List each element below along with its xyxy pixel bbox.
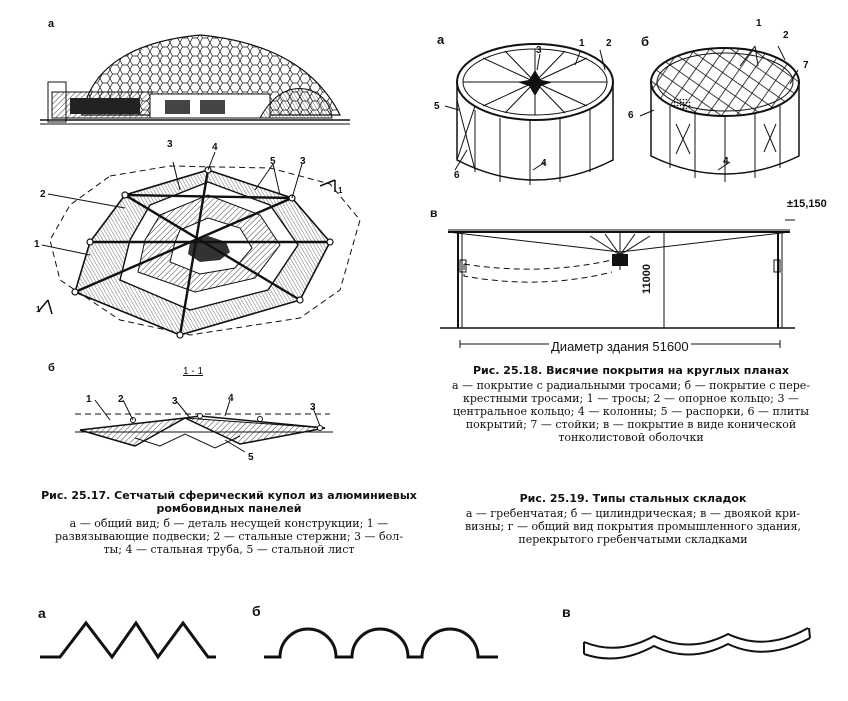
fig2517-title-line2: ромбовидных панелей [156,502,302,515]
fig2517-caption [28,489,430,556]
height-dimension: 11000 [641,264,653,294]
fig2518-label-a: а [437,32,445,47]
fig2519-body-line1: а — гребенчатая; б — цилиндрическая; в — двоякой кри- [465,507,801,520]
fig2518-title: Рис. 25.18. Висячие покрытия на круглых планах [473,364,789,377]
plan-callout-1: 1 [34,239,40,250]
fig2518-caption [426,364,836,444]
double-curvature-fold-profile [580,620,820,665]
section-mark-right: 1 [338,186,343,195]
section-callout-3b: 3 [310,402,316,413]
plan-callout-3a: 3 [167,139,173,150]
fig2518b-callout-7: 7 [803,60,809,71]
fig2517-label-a: а [48,18,55,30]
plan-callout-2: 2 [40,189,46,200]
fig2519-body-line2: визны; г — общий вид покрытия промышленного здания, [464,520,802,533]
cross-cable-roof [640,44,810,194]
fig2518-label-v: в [430,206,438,220]
section-callout-1: 1 [86,394,92,405]
conical-shell-section [440,210,800,360]
fig2517-body-line1: а — общий вид; б — деталь несущей конструкции; 1 — [69,517,389,530]
fig2518-label-b: б [641,34,650,49]
section-callout-5: 5 [248,452,254,463]
fig2518a-callout-5: 5 [434,101,440,112]
section-mark-left: 1 [36,305,41,314]
dome-general-view [40,20,360,130]
fig2518a-callout-1: 1 [579,38,585,49]
dome-plan-view [30,150,375,340]
fig2519-label-b: б [252,603,261,619]
fig2518-body-line1: а — покрытие с радиальными тросами; б — покрытие с пере- [452,379,810,392]
fig2518-body-line5: тонколистовой оболочки [558,431,704,444]
fig2517-label-b: б [48,362,55,374]
fig2518a-callout-4: 4 [541,158,547,169]
fig2519-caption [430,492,836,546]
elevation-mark: ±15,150 [787,198,827,210]
radial-cable-roof [445,40,625,200]
fig2518-body-line4: покрытий; 7 — стойки; в — покрытие в виде конической [465,418,797,431]
fig2517-body-line2: развязывающие подвески; 2 — стальные стержни; 3 — бол- [55,530,403,543]
plan-callout-3b: 3 [300,156,306,167]
fig2519-label-v: в [562,604,571,620]
fig2518b-callout-4: 4 [723,156,729,167]
section-callout-3a: 3 [172,396,178,407]
fig2518b-callout-6: 6 [628,110,634,121]
section-callout-4: 4 [228,393,234,404]
cylindrical-fold-profile [262,615,502,665]
section-label: 1 - 1 [183,366,204,377]
fig2518a-callout-3: 3 [536,45,542,56]
fig2519-title: Рис. 25.19. Типы стальных складок [519,492,747,505]
comb-fold-profile [38,615,218,665]
fig2518b-callout-2: 2 [783,30,789,41]
plan-callout-4: 4 [212,142,218,153]
fig2518-body-line2: крестными тросами; 1 — тросы; 2 — опорное кольцо; 3 — [463,392,799,405]
fig2517-title-line1: Рис. 25.17. Сетчатый сферический купол из алюминиевых [41,489,417,502]
section-callout-2: 2 [118,394,124,405]
fig2519-body-line3: перекрытого гребенчатыми складками [518,533,748,546]
fig2518a-callout-6: 6 [454,170,460,181]
fig2518-body-line3: центральное кольцо; 4 — колонны; 5 — распорки, 6 — плиты [452,405,810,418]
section-detail [75,390,335,460]
plan-callout-5: 5 [270,156,276,167]
diameter-dimension: Диаметр здания 51600 [551,339,689,354]
fig2518a-callout-2: 2 [606,38,612,49]
fig2519-label-a: а [38,605,46,621]
fig2518b-callout-1: 1 [756,18,762,29]
fig2517-body-line3: ты; 4 — стальная труба, 5 — стальной лист [103,543,355,556]
